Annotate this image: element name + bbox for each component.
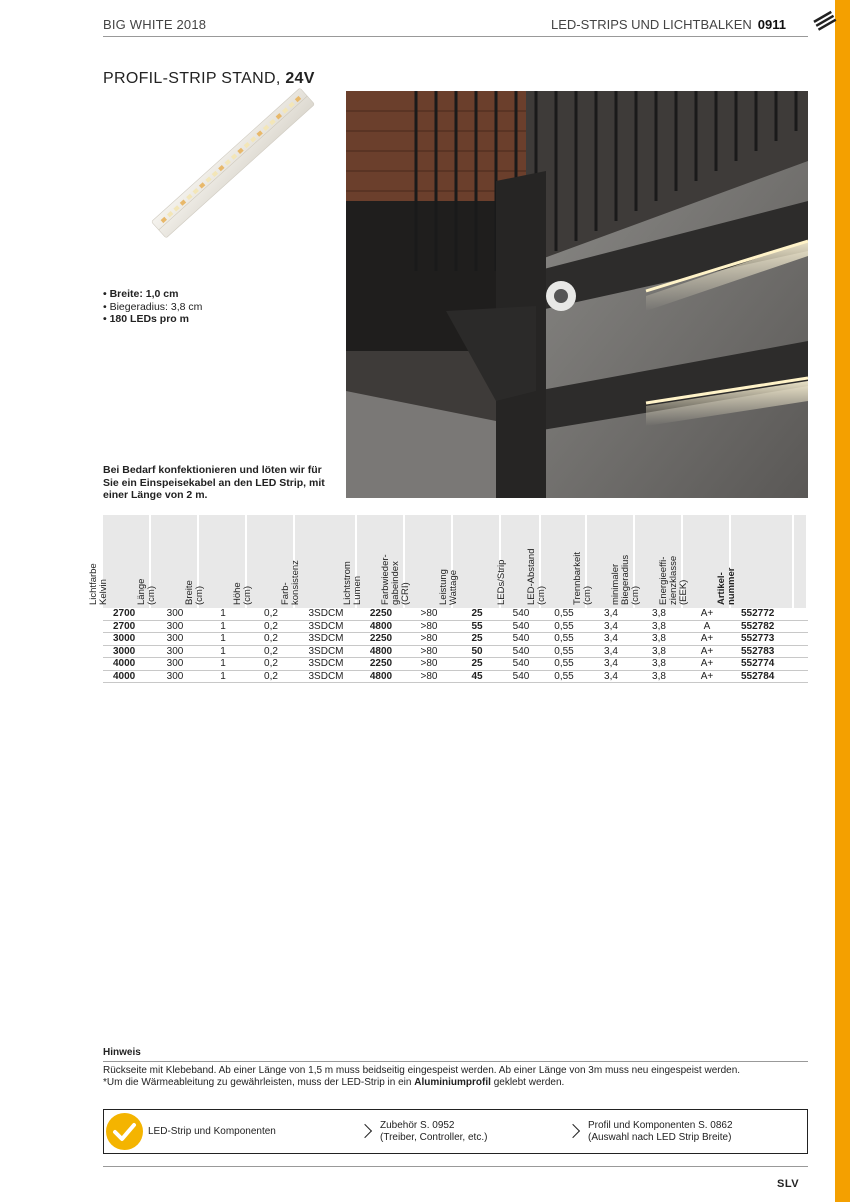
feature-list bbox=[103, 288, 202, 326]
feature-width: • Breite: 1,0 cm bbox=[103, 288, 202, 301]
column-header-text: minimaler bbox=[610, 563, 621, 605]
table-row bbox=[103, 608, 808, 621]
table-cell: 3,8 bbox=[635, 608, 683, 621]
column-header-text: zienzklasse bbox=[668, 555, 679, 605]
table-cell: 0,2 bbox=[247, 671, 295, 684]
checkmark-icon bbox=[106, 1113, 143, 1150]
table-cell: 300 bbox=[151, 658, 199, 671]
table-cell: 3SDCM bbox=[295, 621, 357, 634]
hinweis-text bbox=[103, 1065, 808, 1089]
table-cell: 0,2 bbox=[247, 608, 295, 621]
column-header-text: Kelvin bbox=[98, 579, 109, 605]
column-header-text: (CRI) bbox=[400, 582, 411, 605]
table-cell: 25 bbox=[453, 658, 501, 671]
table-cell-spacer bbox=[794, 633, 808, 646]
table-cell: 540 bbox=[501, 608, 541, 621]
table-cell: 3SDCM bbox=[295, 633, 357, 646]
table-cell: >80 bbox=[405, 671, 453, 684]
hinweis-line-2-suffix: geklebt werden. bbox=[493, 1077, 565, 1088]
table-cell: 3000 bbox=[103, 633, 151, 646]
table-cell: 1 bbox=[199, 671, 247, 684]
profile-link[interactable] bbox=[588, 1120, 733, 1144]
page-number: 0911 bbox=[757, 17, 786, 32]
table-body bbox=[103, 608, 808, 683]
table-cell: 0,2 bbox=[247, 658, 295, 671]
table-cell-spacer bbox=[794, 671, 808, 684]
table-cell: 4800 bbox=[357, 621, 405, 634]
column-header-text: (cm) bbox=[194, 586, 205, 605]
table-cell: 1 bbox=[199, 633, 247, 646]
column-header-text: Breite bbox=[184, 580, 195, 605]
table-cell: 3,8 bbox=[635, 658, 683, 671]
accessory-link[interactable] bbox=[380, 1120, 487, 1144]
hinweis-title: Hinweis bbox=[103, 1047, 141, 1058]
column-header bbox=[438, 515, 501, 608]
table-cell: 2700 bbox=[103, 621, 151, 634]
table-cell: 3,4 bbox=[587, 633, 635, 646]
hinweis-line-1: Rückseite mit Klebeband. Ab einer Länge von 1,5 m muss beidseitig eingespeist werden. Ab einer Länge von 3m muss neu eingespeist werden. bbox=[103, 1065, 741, 1076]
table-cell: 4800 bbox=[357, 646, 405, 659]
table-row bbox=[103, 621, 808, 634]
table-cell: 0,2 bbox=[247, 621, 295, 634]
table-cell: 3SDCM bbox=[295, 608, 357, 621]
feature-bend-radius: • Biegeradius: 3,8 cm bbox=[103, 301, 202, 314]
table-cell: 0,55 bbox=[541, 633, 587, 646]
column-header-text: (cm) bbox=[536, 586, 547, 605]
table-row bbox=[103, 671, 808, 684]
table-cell: 0,55 bbox=[541, 621, 587, 634]
table-cell: 4000 bbox=[103, 658, 151, 671]
catalog-title: BIG WHITE 2018 bbox=[103, 17, 207, 32]
table-cell: 300 bbox=[151, 646, 199, 659]
table-cell: 25 bbox=[453, 633, 501, 646]
table-cell: 540 bbox=[501, 621, 541, 634]
table-cell: >80 bbox=[405, 633, 453, 646]
column-header-text: Farbwieder- bbox=[380, 554, 391, 605]
table-cell: 1 bbox=[199, 621, 247, 634]
table-cell: 4000 bbox=[103, 671, 151, 684]
table-cell: 3,8 bbox=[635, 671, 683, 684]
table-cell: 3,8 bbox=[635, 633, 683, 646]
column-header-text: konsistenz bbox=[290, 560, 301, 605]
table-cell: 552782 bbox=[731, 621, 794, 634]
table-cell: 3,4 bbox=[587, 621, 635, 634]
table-cell: >80 bbox=[405, 658, 453, 671]
table-cell: >80 bbox=[405, 608, 453, 621]
table-cell: 3,4 bbox=[587, 608, 635, 621]
column-header-text: Lichtstrom bbox=[342, 561, 353, 605]
installation-photo bbox=[346, 91, 808, 498]
assembly-note: Bei Bedarf konfektionieren und löten wir für Sie ein Einspeisekabel an den LED Strip, mit einer Länge von 2 m. bbox=[103, 464, 325, 501]
column-header-text: Leistung bbox=[438, 569, 449, 605]
table-cell: 540 bbox=[501, 658, 541, 671]
table-cell: 2250 bbox=[357, 633, 405, 646]
column-header-text: Wattage bbox=[448, 569, 459, 605]
header-divider bbox=[103, 36, 808, 37]
table-cell: 1 bbox=[199, 646, 247, 659]
table-cell: A+ bbox=[683, 658, 731, 671]
column-header-text: Trennbarkeit bbox=[572, 552, 583, 605]
table-cell: 552773 bbox=[731, 633, 794, 646]
column-header-text: Energieeffi- bbox=[658, 556, 669, 605]
table-cell: 0,2 bbox=[247, 633, 295, 646]
column-header-text: LEDs/Strip bbox=[496, 559, 507, 605]
table-cell: A+ bbox=[683, 671, 731, 684]
table-cell: 3000 bbox=[103, 646, 151, 659]
table-cell: A+ bbox=[683, 608, 731, 621]
footer-divider bbox=[103, 1166, 808, 1167]
table-cell: 2250 bbox=[357, 608, 405, 621]
table-cell: 3SDCM bbox=[295, 646, 357, 659]
accessory-link-title: Zubehör S. 0952 bbox=[380, 1120, 455, 1131]
table-cell: A+ bbox=[683, 646, 731, 659]
table-cell: 540 bbox=[501, 646, 541, 659]
table-cell: 45 bbox=[453, 671, 501, 684]
led-strip-image bbox=[138, 88, 328, 238]
table-cell: 0,2 bbox=[247, 646, 295, 659]
table-cell: 3,4 bbox=[587, 658, 635, 671]
table-cell: 0,55 bbox=[541, 608, 587, 621]
table-cell: 50 bbox=[453, 646, 501, 659]
profile-link-subtitle: (Auswahl nach LED Strip Breite) bbox=[588, 1132, 732, 1143]
table-cell: 0,55 bbox=[541, 658, 587, 671]
table-cell: 3,8 bbox=[635, 621, 683, 634]
product-title-prefix: PROFIL-STRIP STAND, bbox=[103, 70, 281, 87]
product-title bbox=[103, 70, 315, 88]
table-cell: 0,55 bbox=[541, 671, 587, 684]
table-cell-spacer bbox=[794, 658, 808, 671]
table-cell: 552783 bbox=[731, 646, 794, 659]
table-cell: 1 bbox=[199, 658, 247, 671]
column-header bbox=[716, 515, 794, 608]
table-cell-spacer bbox=[794, 621, 808, 634]
column-header-spacer bbox=[794, 515, 808, 608]
accent-sidebar bbox=[835, 0, 850, 1202]
column-header-text: nummer bbox=[726, 567, 737, 605]
table-row bbox=[103, 633, 808, 646]
table-cell: 3SDCM bbox=[295, 671, 357, 684]
table-row bbox=[103, 658, 808, 671]
column-header-text: Biegeradius bbox=[620, 554, 631, 605]
table-cell: 3,4 bbox=[587, 671, 635, 684]
column-header-text: Lumen bbox=[352, 575, 363, 605]
table-cell-spacer bbox=[794, 608, 808, 621]
component-label: LED-Strip und Komponenten bbox=[148, 1126, 276, 1137]
table-cell: A+ bbox=[683, 633, 731, 646]
table-cell: 3,8 bbox=[635, 646, 683, 659]
table-cell: 3SDCM bbox=[295, 658, 357, 671]
hinweis-line-2-prefix: *Um die Wärmeableitung zu gewährleisten, muss der LED-Strip in ein bbox=[103, 1077, 412, 1088]
table-cell: 25 bbox=[453, 608, 501, 621]
column-header-text: gabeindex bbox=[390, 561, 401, 605]
table-cell: 552784 bbox=[731, 671, 794, 684]
hinweis-line-2-bold: Aluminiumprofil bbox=[414, 1077, 491, 1088]
column-header-text: (EEK) bbox=[678, 579, 689, 605]
table-header-row bbox=[103, 515, 808, 608]
table-cell: 4800 bbox=[357, 671, 405, 684]
table-cell: 540 bbox=[501, 671, 541, 684]
table-cell: 540 bbox=[501, 633, 541, 646]
profile-link-title: Profil und Komponenten S. 0862 bbox=[588, 1120, 733, 1131]
column-header-text: (cm) bbox=[630, 586, 641, 605]
table-cell: 2250 bbox=[357, 658, 405, 671]
table-cell: >80 bbox=[405, 646, 453, 659]
column-header-text: Farb- bbox=[280, 582, 291, 605]
slv-stripe-icon bbox=[813, 9, 837, 33]
table-cell: 300 bbox=[151, 633, 199, 646]
table-cell-spacer bbox=[794, 646, 808, 659]
section-title bbox=[551, 17, 786, 32]
table-cell: 300 bbox=[151, 621, 199, 634]
column-header-text: (cm) bbox=[242, 586, 253, 605]
column-header-text: (cm) bbox=[146, 586, 157, 605]
table-cell: >80 bbox=[405, 621, 453, 634]
accessory-link-subtitle: (Treiber, Controller, etc.) bbox=[380, 1132, 488, 1143]
hinweis-divider bbox=[103, 1061, 808, 1062]
table-cell: 300 bbox=[151, 671, 199, 684]
column-header-text: (cm) bbox=[582, 586, 593, 605]
table-cell: 2700 bbox=[103, 608, 151, 621]
product-title-voltage: 24V bbox=[285, 70, 315, 87]
table-cell: 55 bbox=[453, 621, 501, 634]
section-name: LED-STRIPS UND LICHTBALKEN bbox=[550, 17, 752, 32]
column-header-text: LED-Abstand bbox=[526, 548, 537, 605]
column-header-text: Lichtfarbe bbox=[88, 563, 99, 605]
table-cell: 3,4 bbox=[587, 646, 635, 659]
table-cell: A bbox=[683, 621, 731, 634]
column-header-text: Höhe bbox=[232, 582, 243, 605]
table-cell: 0,55 bbox=[541, 646, 587, 659]
hinweis-line-2 bbox=[103, 1077, 808, 1089]
feature-leds: • 180 LEDs pro m bbox=[103, 313, 202, 326]
table-cell: 1 bbox=[199, 608, 247, 621]
column-header-text: Artikel- bbox=[716, 572, 727, 605]
table-cell: 552774 bbox=[731, 658, 794, 671]
slv-logo: SLV bbox=[777, 1178, 800, 1190]
table-cell: 300 bbox=[151, 608, 199, 621]
column-header-text: Länge bbox=[136, 578, 147, 605]
specs-table bbox=[88, 515, 808, 683]
table-cell: 552772 bbox=[731, 608, 794, 621]
table-row bbox=[103, 646, 808, 659]
